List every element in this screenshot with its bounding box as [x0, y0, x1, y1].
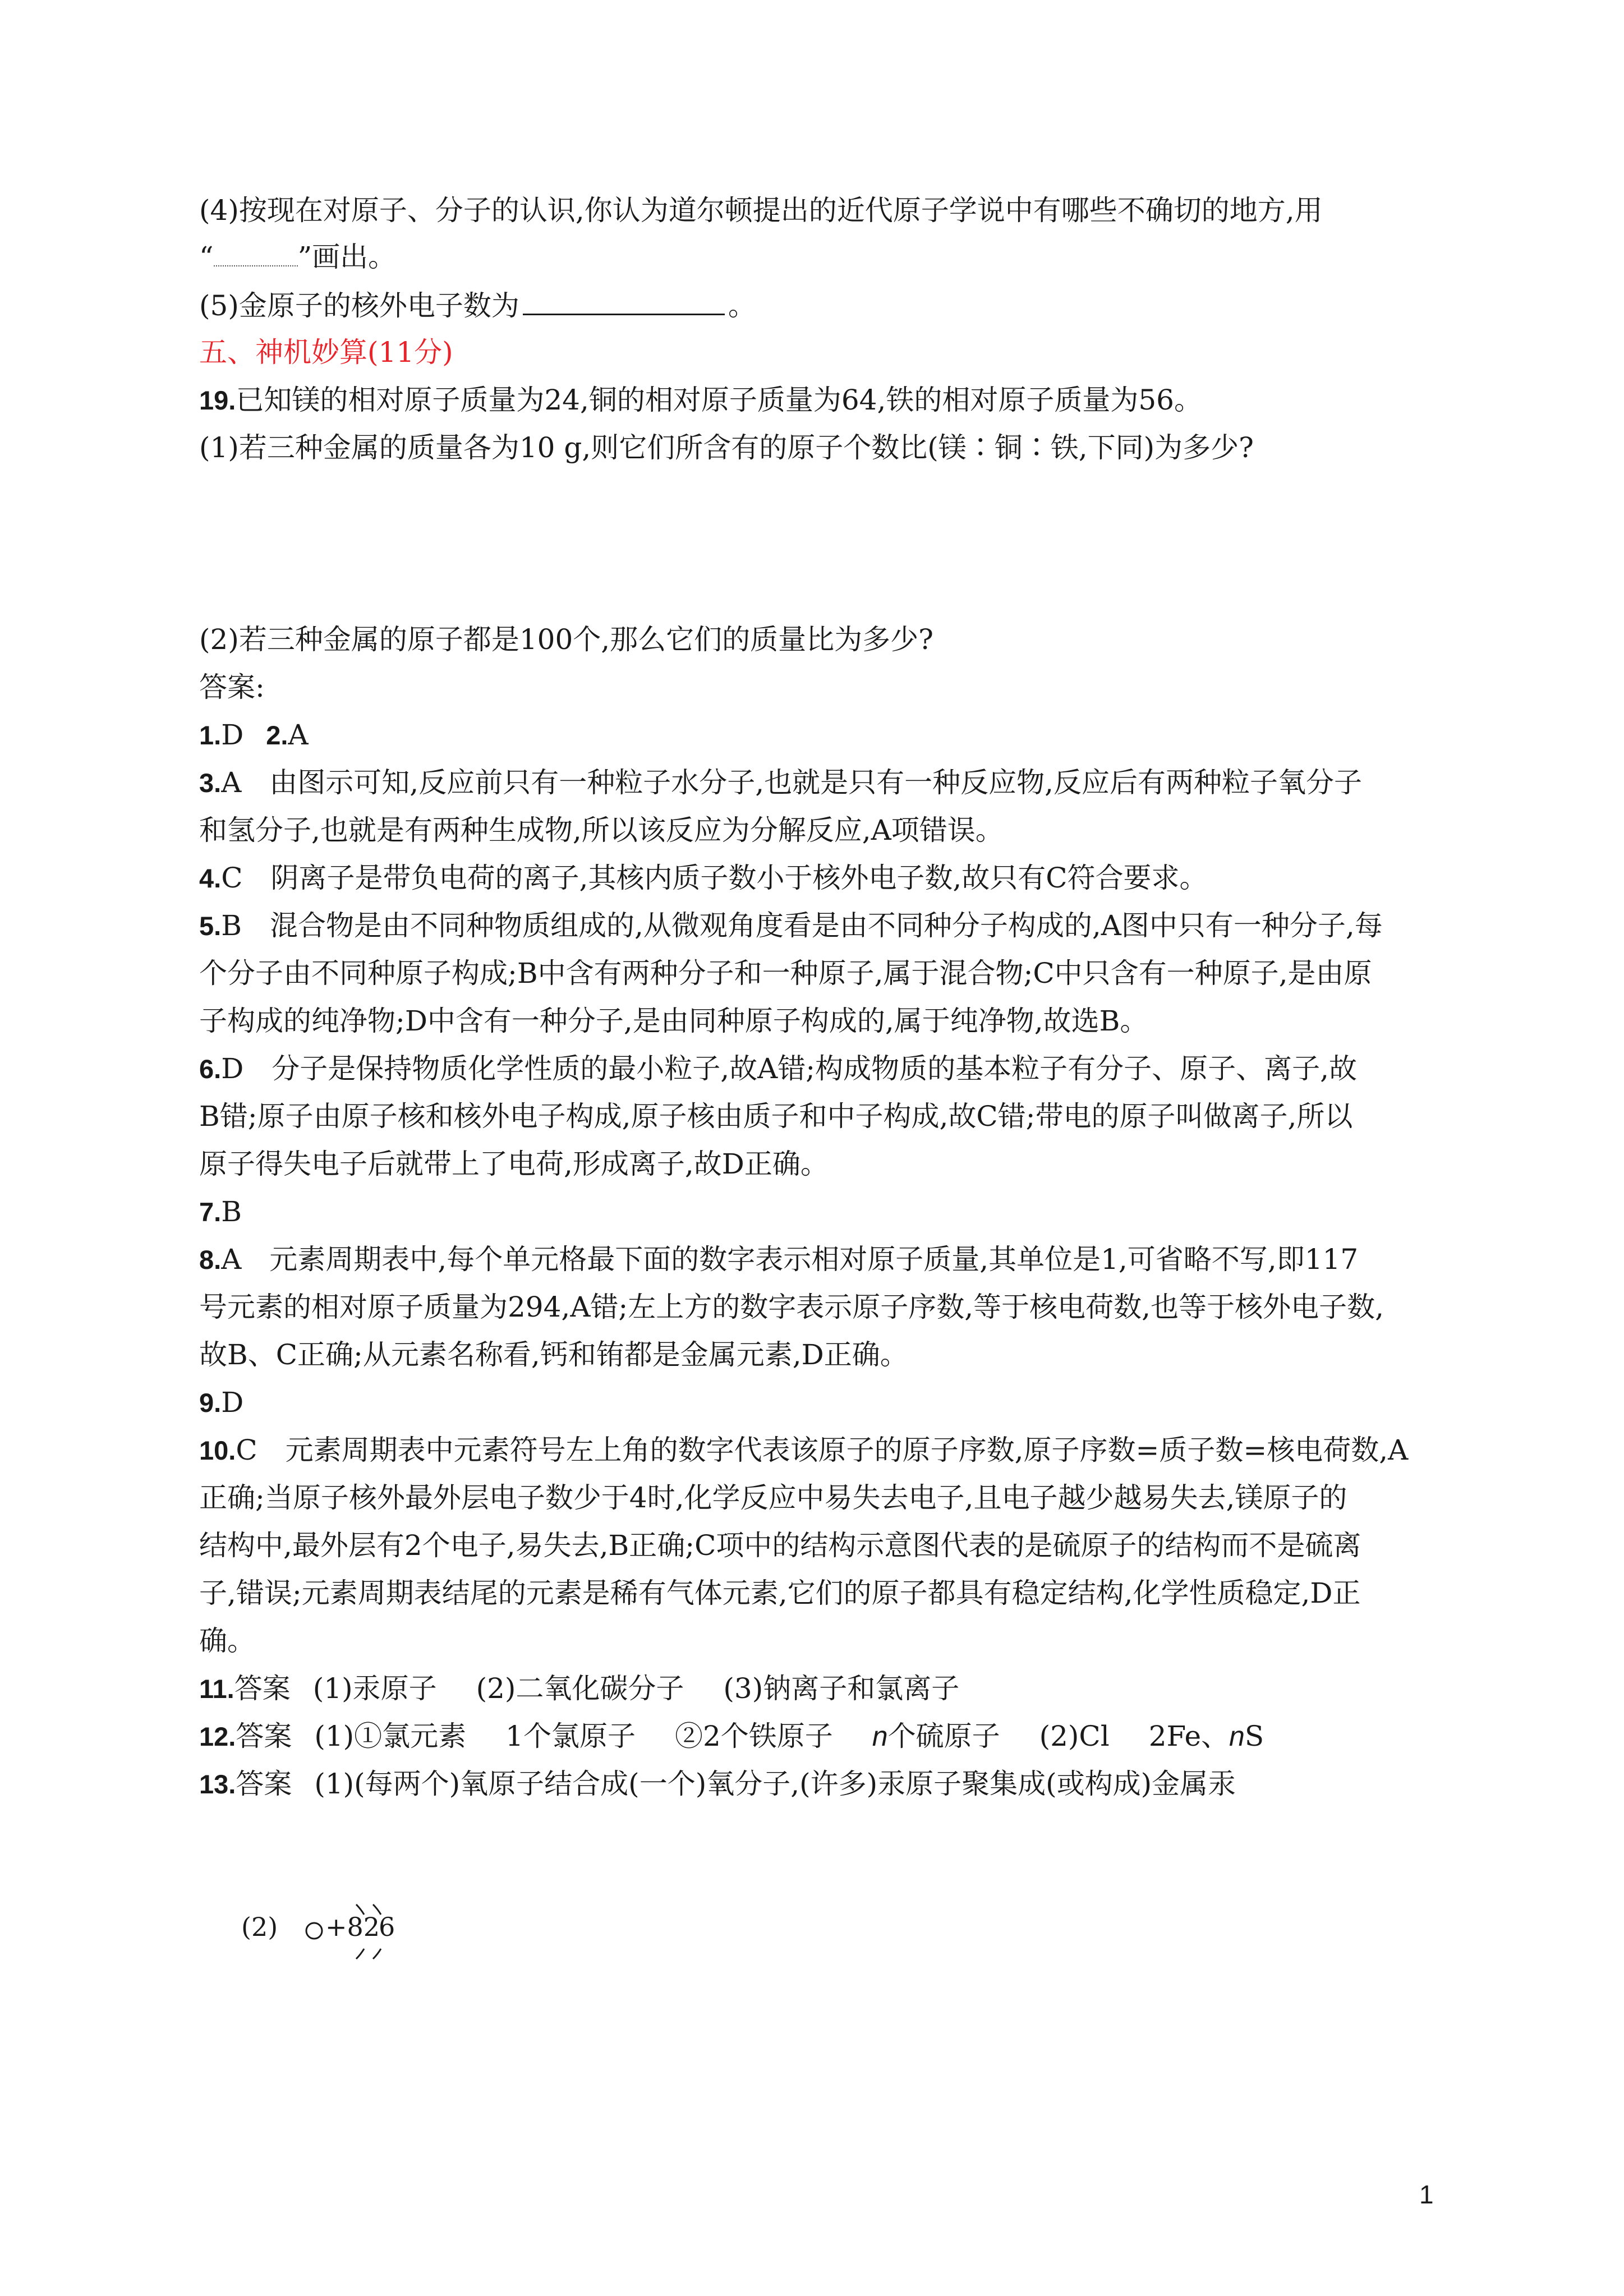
- answer-8-line2: 号元素的相对原子质量为294,A错;左上方的数字表示原子序数,等于核电荷数,也等于核外电子数,: [199, 1291, 1384, 1323]
- answer-7-text: B: [221, 1195, 242, 1228]
- answer-3-text: A 由图示可知,反应前只有一种粒子水分子,也就是只有一种反应物,反应后有两种粒子氧分子: [221, 766, 1362, 799]
- answer-8-text: A 元素周期表中,每个单元格最下面的数字表示相对原子质量,其单位是1,可省略不写,即117: [221, 1243, 1359, 1276]
- answer-12-part1: (1)①氯元素: [314, 1720, 467, 1752]
- answer-13-part1: (1)(每两个)氧原子结合成(一个)氧分子,(许多)汞原子聚集成(或构成)金属汞: [314, 1768, 1236, 1800]
- nucleus-circle: [306, 1923, 322, 1939]
- answer-1-text: D: [221, 719, 244, 751]
- answer-4-number: 4.: [199, 863, 222, 893]
- answer-13: [199, 1767, 1456, 1801]
- answer-11-part1: (1)汞原子: [312, 1672, 437, 1705]
- page-number: 1: [1419, 2180, 1434, 2209]
- answer-13-part2-label: (2): [241, 1912, 278, 1942]
- answer-12-part6-end: S: [1244, 1720, 1264, 1752]
- answer-10-line3: 结构中,最外层有2个电子,易失去,B正确;C项中的结构示意图代表的是硫原子的结构而不是硫离: [199, 1529, 1361, 1562]
- answer-13-number: 13.: [199, 1769, 236, 1799]
- answer-10-line1: [199, 1433, 1456, 1467]
- answer-8-line1: [199, 1243, 1456, 1277]
- q19-stem: [199, 383, 1456, 417]
- q19-part1: (1)若三种金属的质量各为10 g,则它们所含有的原子个数比(镁∶铜∶铁,下同)为多少?: [199, 431, 1254, 464]
- answer-12-label: 答案: [236, 1720, 292, 1752]
- answer-2-number: 2.: [266, 720, 288, 750]
- q19-stem-text: 已知镁的相对原子质量为24,铜的相对原子质量为64,铁的相对原子质量为56。: [236, 384, 1202, 416]
- q18-part4-line1: (4)按现在对原子、分子的认识,你认为道尔顿提出的近代原子学说中有哪些不确切的地方,用: [199, 194, 1323, 227]
- answer-blank: [523, 295, 725, 315]
- outer-shell-electrons: 6: [379, 1912, 395, 1942]
- answer-5-line2: 个分子由不同种原子构成;B中含有两种分子和一种原子,属于混合物;C中只含有一种原子,是由原: [199, 957, 1372, 990]
- answer-11-label: 答案: [234, 1672, 291, 1705]
- answer-6-line1: [199, 1052, 1456, 1086]
- answer-12-part2: 1个氯原子: [505, 1720, 636, 1752]
- answer-3-line1: [199, 766, 1456, 800]
- answer-1-number: 1.: [199, 720, 222, 750]
- answers-heading: 答案:: [199, 671, 265, 703]
- shell-arc-bottom-1: [356, 1949, 364, 1959]
- answer-6-text: D 分子是保持物质化学性质的最小粒子,故A错;构成物质的基本粒子有分子、原子、离子,故: [221, 1052, 1358, 1085]
- atom-structure-diagram: [241, 1890, 466, 1980]
- answer-13-label: 答案: [236, 1768, 292, 1800]
- answer-11: [199, 1672, 1456, 1706]
- answer-12: [199, 1719, 1456, 1754]
- q19-number: 19.: [199, 385, 236, 415]
- answer-10-text: C 元素周期表中元素符号左上角的数字代表该原子的原子序数,原子序数=质子数=核电荷数,A: [236, 1434, 1409, 1466]
- answer-4-text: C 阴离子是带负电荷的离子,其核内质子数小于核外电子数,故只有C符合要求。: [221, 862, 1208, 894]
- answer-11-part3: (3)钠离子和氯离子: [723, 1672, 960, 1705]
- answer-12-var-n2: n: [1229, 1720, 1245, 1752]
- answer-11-number: 11.: [199, 1674, 234, 1704]
- answer-8-number: 8.: [199, 1245, 222, 1274]
- answer-6-line3: 原子得失电子后就带上了电荷,形成离子,故D正确。: [199, 1148, 829, 1180]
- answer-3-number: 3.: [199, 768, 222, 798]
- answer-6-number: 6.: [199, 1054, 222, 1084]
- q18-part4-line2: [199, 240, 1456, 274]
- q18-part5-text: (5)金原子的核外电子数为: [199, 289, 519, 322]
- answer-5-line3: 子构成的纯净物;D中含有一种分子,是由同种原子构成的,属于纯净物,故选B。: [199, 1005, 1148, 1037]
- answer-2-text: A: [288, 719, 309, 751]
- answer-10-line2: 正确;当原子核外最外层电子数少于4时,化学反应中易失去电子,且电子越少越易失去,镁原子的: [199, 1481, 1347, 1514]
- underline-sample: [214, 249, 298, 266]
- q18-part5: [199, 289, 1456, 323]
- answer-12-part6: 2Fe、: [1148, 1720, 1230, 1752]
- answer-8-line3: 故B、C正确;从元素名称看,钙和铕都是金属元素,D正确。: [199, 1338, 908, 1371]
- answer-12-part4: 个硫原子: [887, 1720, 1000, 1752]
- answer-9-text: D: [221, 1386, 244, 1419]
- answer-1-2: [199, 718, 1456, 752]
- q19-part2: (2)若三种金属的原子都是100个,那么它们的质量比为多少?: [199, 623, 933, 656]
- answer-12-number: 12.: [199, 1722, 236, 1751]
- answer-4: [199, 861, 1456, 895]
- answer-7: [199, 1195, 1456, 1229]
- answer-11-part2: (2)二氧化碳分子: [476, 1672, 684, 1705]
- answer-7-number: 7.: [199, 1197, 222, 1227]
- q18-part4-quote-close: ”画出。: [297, 241, 397, 273]
- answer-12-var-n: n: [872, 1720, 888, 1752]
- nucleus-charge: +82: [325, 1912, 380, 1942]
- answer-5-number: 5.: [199, 911, 222, 941]
- answer-10-number: 10.: [199, 1435, 236, 1465]
- q18-part4-quote-open: “: [199, 241, 214, 273]
- answer-10-line4: 子,错误;元素周期表结尾的元素是稀有气体元素,它们的原子都具有稳定结构,化学性质稳定,D正: [199, 1577, 1361, 1609]
- section-five-title: 五、神机妙算(11分): [199, 336, 453, 369]
- answer-5-text: B 混合物是由不同种物质组成的,从微观角度看是由不同种分子构成的,A图中只有一种分子,每: [221, 909, 1383, 942]
- answer-5-line1: [199, 909, 1456, 943]
- answer-10-line5: 确。: [199, 1625, 255, 1657]
- answer-6-line2: B错;原子由原子核和核外电子构成,原子核由质子和中子构成,故C错;带电的原子叫做离子,所以: [199, 1100, 1353, 1133]
- answer-12-part3: ②2个铁原子: [674, 1720, 833, 1752]
- answer-9-number: 9.: [199, 1388, 222, 1418]
- q18-part5-end: 。: [728, 289, 756, 322]
- answer-3-line2: 和氢分子,也就是有两种生成物,所以该反应为分解反应,A项错误。: [199, 814, 1004, 846]
- answer-12-part5: (2)Cl: [1039, 1720, 1110, 1752]
- answer-9: [199, 1386, 1456, 1420]
- shell-arc-bottom-2: [373, 1949, 381, 1959]
